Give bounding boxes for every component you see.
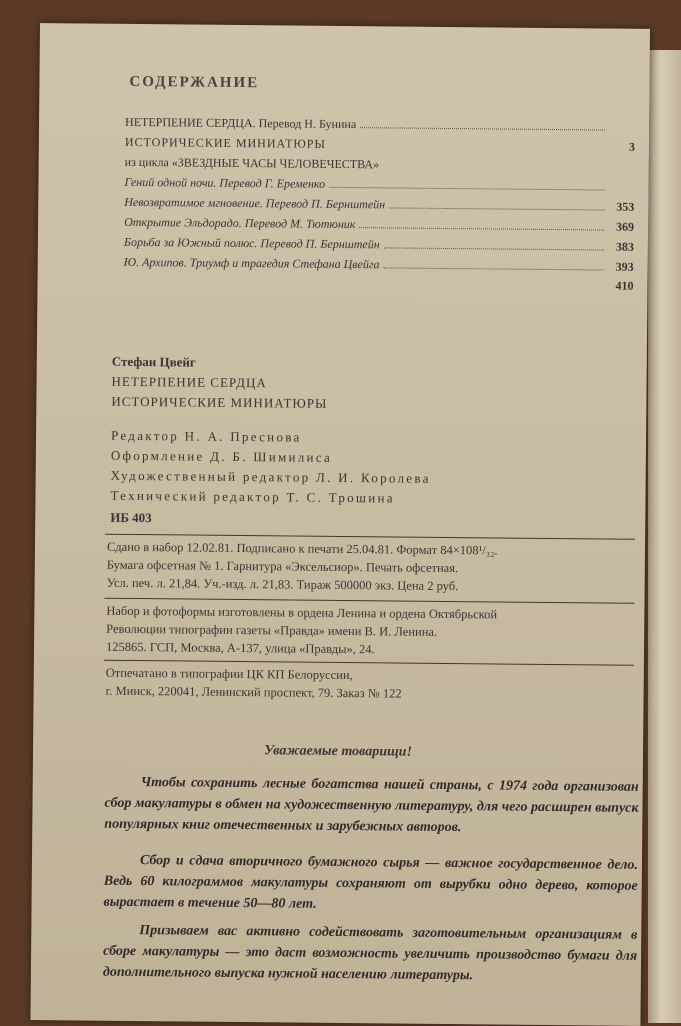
toc-entry-text: ИСТОРИЧЕСКИЕ МИНИАТЮРЫ: [125, 135, 326, 152]
toc-entry: [125, 132, 635, 155]
toc-leader: [384, 247, 604, 250]
ib-number: ИБ 403: [110, 510, 152, 526]
toc-entry: [124, 232, 634, 255]
toc-entry-page: 353: [608, 200, 634, 215]
typography-line: 125865. ГСП, Москва, А-137, улица «Правды», 24.: [106, 640, 375, 658]
toc-entry-text: Борьба за Южный полюс. Перевод П. Бернштейн: [124, 235, 380, 252]
toc-entry: [124, 192, 634, 215]
toc-entry: [124, 212, 634, 235]
toc-title: СОДЕРЖАНИЕ: [129, 74, 259, 92]
tech-editor-line: Технический редактор Т. С. Трошина: [110, 488, 395, 507]
toc-entry-page: 383: [608, 240, 634, 255]
toc-entry-text: Невозвратимое мгновение. Перевод П. Бернштейн: [124, 195, 385, 213]
toc-entry: [125, 112, 635, 135]
toc-leader: [383, 168, 605, 170]
toc-entry: [124, 172, 634, 195]
toc-entry-page: 369: [608, 220, 634, 235]
toc-entry: [125, 152, 635, 175]
toc-leader: [384, 267, 604, 270]
divider: [104, 660, 634, 666]
divider: [104, 598, 634, 604]
print-details-line: Усл. печ. л. 21,84. Уч.-изд. л. 21,83. Тираж 500000 экз. Цена 2 руб.: [107, 576, 459, 594]
notice-heading: Уважаемые товарищи!: [33, 741, 643, 763]
toc-entry: [124, 252, 634, 275]
editor-line: Редактор Н. А. Преснова: [111, 428, 302, 446]
toc-entry-page: 393: [608, 260, 634, 275]
toc-entry-text: Гений одной ночи. Перевод Г. Еременко: [124, 175, 325, 192]
toc-entry-text: Открытие Эльдорадо. Перевод М. Тютюник: [124, 215, 355, 232]
toc-leader: [360, 127, 605, 130]
typography-line: Революции типографии газеты «Правда» имени В. И. Ленина.: [106, 622, 437, 640]
printed-line: Отпечатано в типографии ЦК КП Белоруссии,: [106, 666, 353, 683]
design-line: Оформление Д. Б. Шимилиса: [111, 448, 332, 466]
book-title-1: НЕТЕРПЕНИЕ СЕРДЦА: [111, 374, 266, 391]
toc-leader: [330, 148, 605, 151]
print-details-line: Сдано в набор 12.02.81. Подписано к печати 25.04.81. Формат 84×108¹/₃₂.: [107, 540, 498, 559]
toc-leader: [359, 227, 604, 230]
book-title-2: ИСТОРИЧЕСКИЕ МИНИАТЮРЫ: [111, 394, 327, 412]
typography-line: Набор и фотоформы изготовлены в ордена Ленина и ордена Октябрьской: [106, 604, 497, 623]
toc-leader: [389, 207, 604, 210]
toc-entry-text: Ю. Архипов. Триумф и трагедия Стефана Цвейга: [124, 255, 380, 272]
author-name: Стефан Цвейг: [112, 354, 196, 371]
printed-line: г. Минск, 220041, Ленинский проспект, 79. Заказ № 122: [106, 684, 402, 702]
notice-paragraph: Сбор и сдача вторичного бумажного сырья — важное государственное дело. Ведь 60 килограммов макулатуры сохраняют от вырубки одно дерево, которое вырастает в течение 50—80 лет.: [103, 850, 638, 918]
toc-last-page: 410: [597, 278, 633, 293]
divider: [105, 534, 635, 540]
page-edge: [648, 50, 681, 1023]
book-page: [30, 23, 650, 1026]
toc-entry-page: 3: [609, 140, 635, 155]
print-details-line: Бумага офсетная № 1. Гарнитура «Эксельсиор». Печать офсетная.: [107, 558, 458, 576]
toc-entry-text: НЕТЕРПЕНИЕ СЕРДЦА. Перевод Н. Бунина: [125, 115, 356, 132]
notice-paragraph: Призываем вас активно содействовать заготовительным организациям в сборе макулатуры — это даст возможность увеличить производство бумаги для дополнительного выпуска нужной населению литературы.: [103, 920, 638, 988]
art-editor-line: Художественный редактор Л. И. Королева: [111, 468, 431, 487]
toc-leader: [329, 187, 604, 191]
toc-entry-text: из цикла «ЗВЕЗДНЫЕ ЧАСЫ ЧЕЛОВЕЧЕСТВА»: [125, 155, 380, 172]
notice-paragraph: Чтобы сохранить лесные богатства нашей страны, с 1974 года организован сбор макулатуры в обмен на художественную литературу, для чего расширен выпуск популярных книг отечественных и зарубежных авторов.: [104, 772, 639, 840]
